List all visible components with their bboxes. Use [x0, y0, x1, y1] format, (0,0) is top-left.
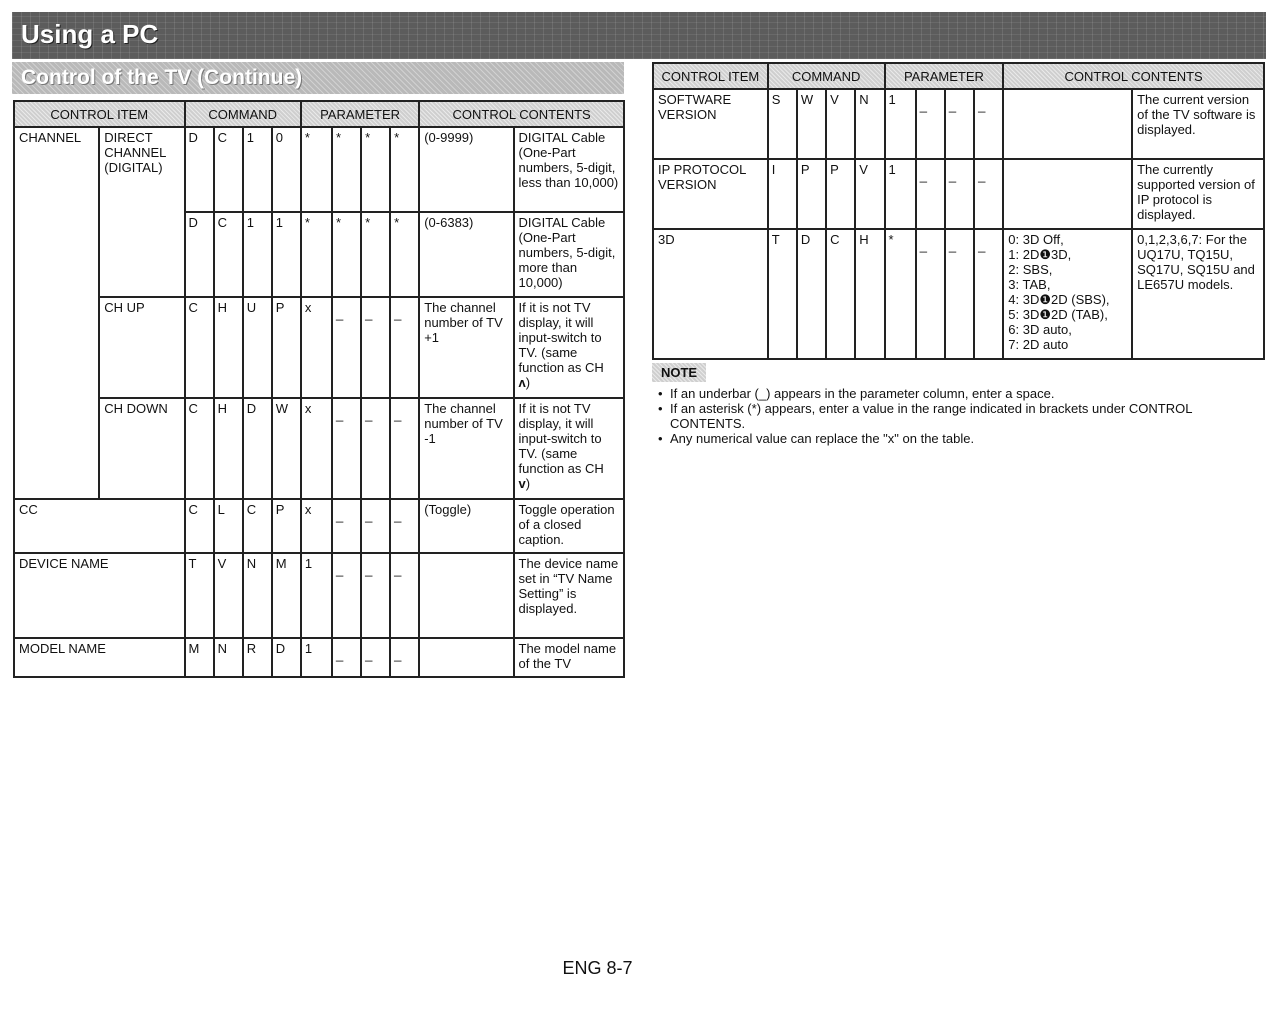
param-cell: [390, 297, 419, 398]
param-cell: [332, 297, 361, 398]
table-header-row: [14, 101, 624, 127]
param-cell: [361, 398, 390, 499]
header-parameter: PARAMETER: [301, 101, 419, 127]
page-title: Using a PC: [21, 19, 159, 49]
param-cell: [945, 89, 974, 159]
param-cell: *: [885, 229, 916, 359]
underbar: _: [919, 98, 927, 113]
item-cell: 3D: [653, 229, 768, 359]
contents-close: ): [525, 375, 531, 390]
table-row: [653, 159, 1264, 229]
cmd-cell: V: [214, 553, 243, 638]
table-row: [653, 229, 1264, 359]
param-cell: *: [361, 212, 390, 297]
cmd-cell: H: [855, 229, 884, 359]
option-line: 2: SBS,: [1008, 262, 1053, 277]
contents-cell: [514, 297, 624, 398]
param-cell: [916, 89, 945, 159]
cmd-cell: C: [243, 499, 272, 553]
header-control-contents: CONTROL CONTENTS: [419, 101, 624, 127]
item-cell: IP PROTOCOL VERSION: [653, 159, 768, 229]
contents-text: If it is not TV display, it will input-switch to TV. (same function as CH: [518, 300, 604, 375]
page-number: ENG 8-7: [562, 958, 633, 978]
note-item: • Any numerical value can replace the "x" on the table.: [656, 431, 1256, 446]
option-line: 6: 3D auto,: [1008, 322, 1072, 337]
underbar: _: [978, 168, 986, 183]
cmd-cell: 0: [272, 127, 301, 212]
section-title: Control of the TV (Continue): [21, 66, 303, 89]
param-cell: [332, 553, 361, 638]
item-cell: MODEL NAME: [14, 638, 185, 677]
cmd-cell: C: [214, 127, 243, 212]
cmd-cell: P: [272, 499, 301, 553]
contents-close: ): [525, 476, 531, 491]
underbar: _: [394, 407, 402, 422]
table-row: [14, 499, 624, 553]
underbar: _: [335, 407, 344, 422]
cmd-cell: D: [797, 229, 826, 359]
cmd-cell: C: [185, 499, 214, 553]
contents-cell: The device name set in “TV Name Setting” is displayed.: [514, 553, 624, 638]
param-cell: [390, 398, 419, 499]
underbar: _: [919, 168, 927, 183]
underbar: _: [948, 168, 957, 183]
param-cell: [332, 638, 361, 677]
underbar: _: [335, 647, 344, 662]
underbar: _: [365, 562, 373, 577]
note-item: • If an asterisk (*) appears, enter a value in the range indicated in brackets under CONTROL CONTENTS.: [656, 401, 1256, 431]
cmd-cell: 1: [243, 127, 272, 212]
param-cell: [390, 553, 419, 638]
note-label: NOTE: [652, 363, 706, 382]
cmd-cell: D: [185, 127, 214, 212]
cmd-cell: R: [243, 638, 272, 677]
cmd-cell: L: [214, 499, 243, 553]
item-cell: SOFTWARE VERSION: [653, 89, 768, 159]
cmd-cell: V: [855, 159, 884, 229]
cmd-cell: N: [243, 553, 272, 638]
cmd-cell: W: [797, 89, 826, 159]
param-cell: 1: [301, 638, 332, 677]
contents-cell: [419, 553, 513, 638]
cmd-cell: M: [272, 553, 301, 638]
underbar: _: [978, 238, 986, 253]
cmd-cell: T: [768, 229, 797, 359]
underbar: _: [365, 407, 373, 422]
contents-cell: 0,1,2,3,6,7: For the UQ17U, TQ15U, SQ17U, SQ15U and LE657U models.: [1132, 229, 1264, 359]
underbar: _: [335, 562, 344, 577]
contents-cell: [1003, 89, 1132, 159]
contents-cell: The current version of the TV software is displayed.: [1132, 89, 1264, 159]
param-cell: x: [301, 297, 332, 398]
param-cell: [361, 297, 390, 398]
table-row: [14, 553, 624, 638]
underbar: _: [335, 508, 344, 523]
note-list: [656, 386, 1256, 446]
underbar: _: [394, 306, 402, 321]
underbar: _: [394, 647, 402, 662]
param-cell: *: [301, 212, 332, 297]
param-cell: [945, 159, 974, 229]
contents-cell: (0-6383): [419, 212, 513, 297]
option-line: 4: 3D❶2D (SBS),: [1008, 292, 1110, 307]
cmd-cell: N: [855, 89, 884, 159]
param-cell: 1: [301, 553, 332, 638]
caret-down-icon: v: [518, 476, 526, 491]
cmd-cell: U: [243, 297, 272, 398]
contents-cell: [1003, 229, 1132, 359]
param-cell: *: [301, 127, 332, 212]
param-cell: [916, 159, 945, 229]
param-cell: 1: [885, 159, 916, 229]
cmd-cell: C: [185, 297, 214, 398]
item-cell: CHANNEL: [14, 127, 99, 499]
cmd-cell: C: [214, 212, 243, 297]
param-cell: [974, 159, 1003, 229]
option-line: 5: 3D❶2D (TAB),: [1008, 307, 1108, 322]
param-cell: *: [390, 127, 419, 212]
cmd-cell: C: [185, 398, 214, 499]
option-line: 7: 2D auto: [1008, 337, 1069, 352]
cmd-cell: H: [214, 297, 243, 398]
param-cell: [916, 229, 945, 359]
contents-cell: The model name of the TV: [514, 638, 624, 677]
underbar: _: [948, 238, 957, 253]
param-cell: *: [332, 127, 361, 212]
cmd-cell: P: [797, 159, 826, 229]
option-line: 1: 2D❶3D,: [1008, 247, 1072, 262]
subitem-cell: CH DOWN: [99, 398, 184, 499]
param-cell: [332, 499, 361, 553]
cmd-cell: 1: [243, 212, 272, 297]
contents-cell: DIGITAL Cable (One-Part numbers, 5-digit, more than 10,000): [514, 212, 624, 297]
param-cell: 1: [885, 89, 916, 159]
param-cell: [390, 638, 419, 677]
underbar: _: [394, 562, 402, 577]
contents-cell: Toggle operation of a closed caption.: [514, 499, 624, 553]
param-cell: x: [301, 499, 332, 553]
table-row: [14, 127, 624, 212]
param-cell: *: [390, 212, 419, 297]
cmd-cell: V: [826, 89, 855, 159]
contents-cell: The channel number of TV -1: [419, 398, 513, 499]
item-cell: DEVICE NAME: [14, 553, 185, 638]
table-row: [653, 89, 1264, 159]
cmd-cell: D: [272, 638, 301, 677]
caret-up-icon: ʌ: [518, 375, 526, 390]
underbar: _: [335, 306, 344, 321]
cmd-cell: P: [826, 159, 855, 229]
table-row: [14, 638, 624, 677]
param-cell: *: [332, 212, 361, 297]
contents-cell: [419, 638, 513, 677]
option-line: 3: TAB,: [1008, 277, 1051, 292]
table-row: [14, 297, 624, 398]
param-cell: [945, 229, 974, 359]
cmd-cell: M: [185, 638, 214, 677]
param-cell: [361, 638, 390, 677]
cmd-cell: 1: [272, 212, 301, 297]
contents-cell: The currently supported version of IP protocol is displayed.: [1132, 159, 1264, 229]
header-control-contents: CONTROL CONTENTS: [1003, 63, 1264, 89]
cmd-cell: C: [826, 229, 855, 359]
subitem-cell: DIRECT CHANNEL (DIGITAL): [99, 127, 184, 297]
param-cell: [974, 89, 1003, 159]
underbar: _: [394, 508, 402, 523]
underbar: _: [948, 98, 957, 113]
param-cell: x: [301, 398, 332, 499]
cmd-cell: H: [214, 398, 243, 499]
cmd-cell: W: [272, 398, 301, 499]
contents-text: If it is not TV display, it will input-switch to TV. (same function as CH: [518, 401, 604, 476]
cmd-cell: S: [768, 89, 797, 159]
note-item: • If an underbar (_) appears in the parameter column, enter a space.: [656, 386, 1256, 401]
underbar: _: [365, 647, 373, 662]
cmd-cell: I: [768, 159, 797, 229]
subitem-cell: CH UP: [99, 297, 184, 398]
header-control-item: CONTROL ITEM: [653, 63, 768, 89]
item-cell: CC: [14, 499, 185, 553]
header-control-item: CONTROL ITEM: [14, 101, 185, 127]
contents-cell: (0-9999): [419, 127, 513, 212]
cmd-cell: P: [272, 297, 301, 398]
section-banner: [12, 12, 1266, 59]
contents-cell: DIGITAL Cable (One-Part numbers, 5-digit, less than 10,000): [514, 127, 624, 212]
contents-cell: (Toggle): [419, 499, 513, 553]
underbar: _: [978, 98, 986, 113]
param-cell: [390, 499, 419, 553]
contents-cell: [1003, 159, 1132, 229]
contents-cell: [514, 398, 624, 499]
cmd-cell: N: [214, 638, 243, 677]
header-parameter: PARAMETER: [885, 63, 1004, 89]
option-line: 0: 3D Off,: [1008, 232, 1064, 247]
control-table-right: [652, 62, 1265, 360]
table-header-row: [653, 63, 1264, 89]
param-cell: *: [361, 127, 390, 212]
cmd-cell: D: [243, 398, 272, 499]
subsection-banner: [12, 62, 624, 94]
param-cell: [332, 398, 361, 499]
param-cell: [361, 499, 390, 553]
underbar: _: [919, 238, 927, 253]
header-command: COMMAND: [185, 101, 301, 127]
contents-cell: The channel number of TV +1: [419, 297, 513, 398]
param-cell: [361, 553, 390, 638]
underbar: _: [365, 508, 373, 523]
cmd-cell: T: [185, 553, 214, 638]
underbar: _: [365, 306, 373, 321]
control-table-left: [13, 100, 625, 678]
header-command: COMMAND: [768, 63, 885, 89]
param-cell: [974, 229, 1003, 359]
cmd-cell: D: [185, 212, 214, 297]
table-row: [14, 398, 624, 499]
